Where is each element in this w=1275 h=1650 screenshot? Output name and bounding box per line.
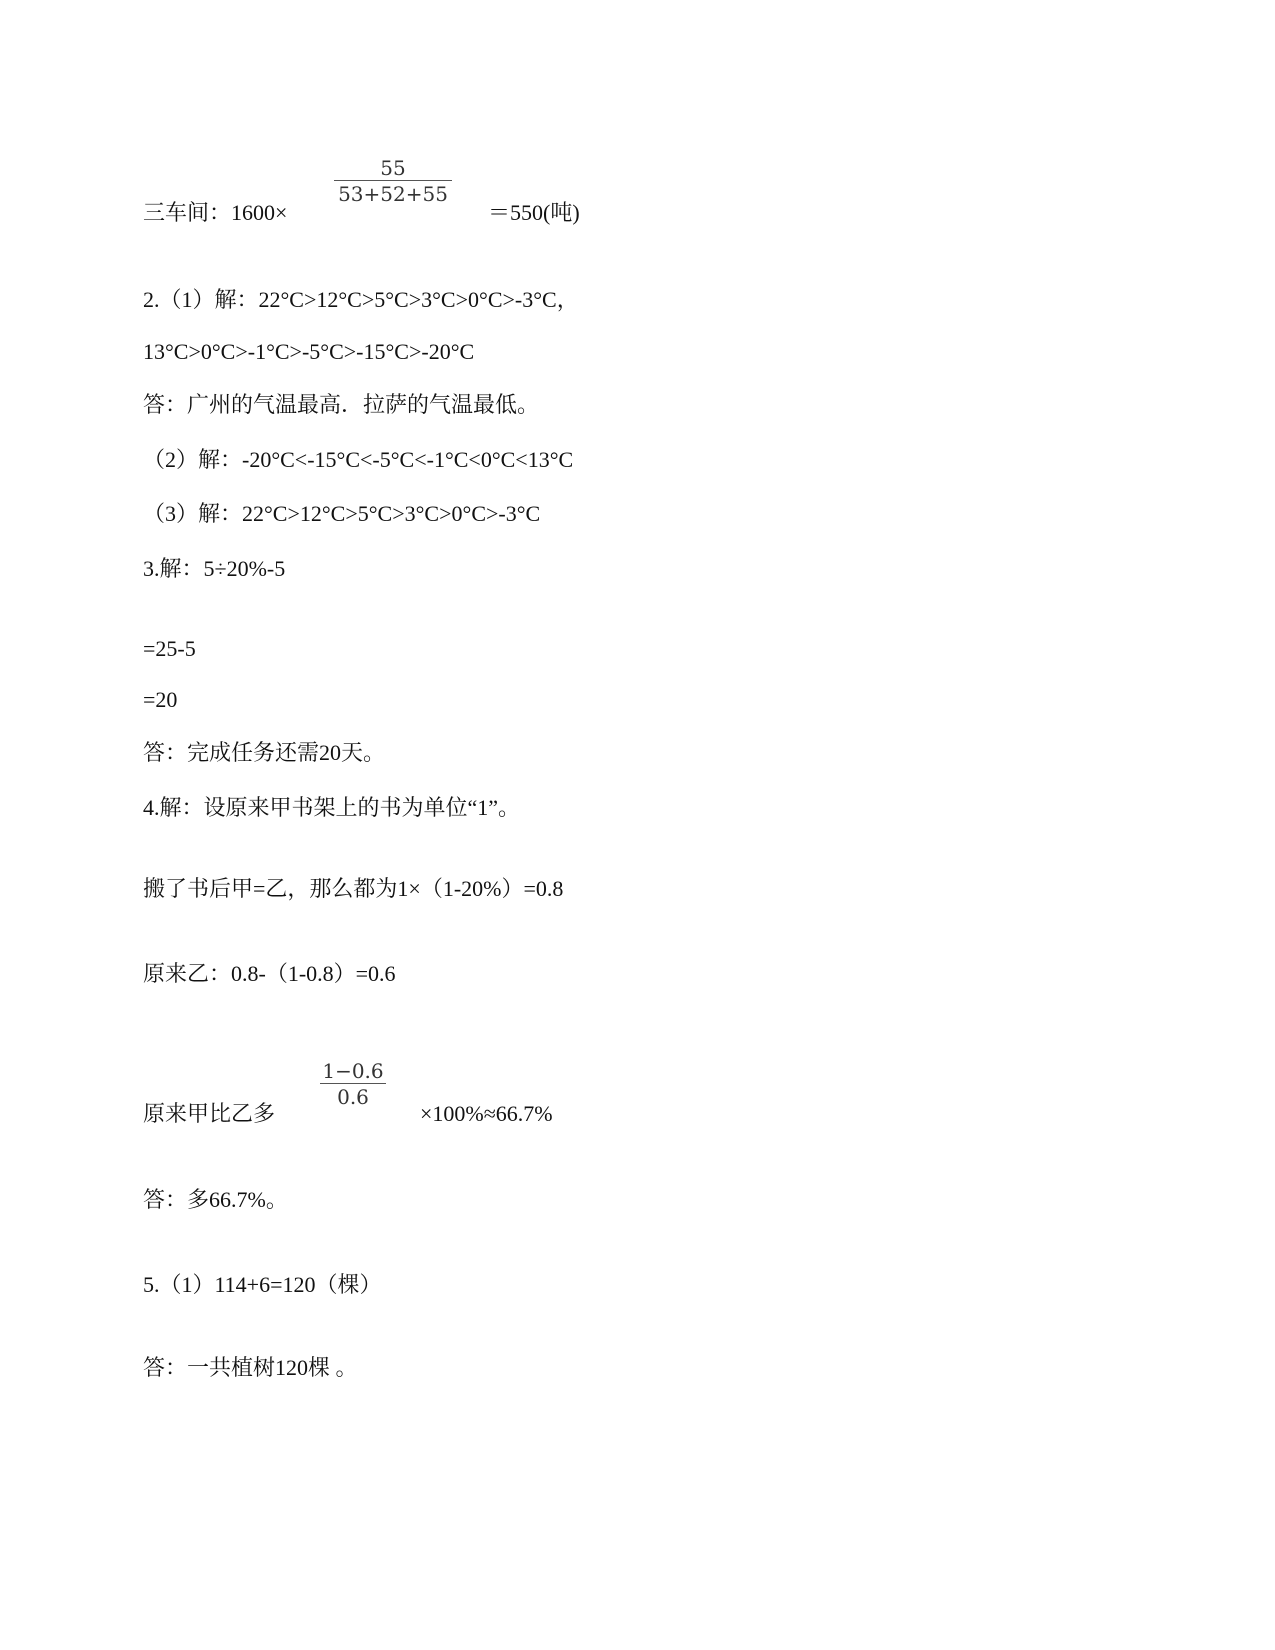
q4-step3-prefix: 原来甲比乙多 xyxy=(143,1101,276,1126)
q3-statement: 3.解：5÷20%-5 xyxy=(143,556,286,581)
q4-step1: 搬了书后甲=乙，那么都为1×（1-20%）=0.8 xyxy=(143,876,564,901)
q5-part1: 5.（1）114+6=120（棵） xyxy=(143,1272,382,1297)
workshop-three-calc-prefix: 三车间：1600× xyxy=(143,200,288,225)
q2-part3: （3）解：22°C>12°C>5°C>3°C>0°C>-3°C xyxy=(143,501,541,526)
q5-answer: 答：一共植树120棵 。 xyxy=(143,1355,358,1380)
q3-answer: 答：完成任务还需20天。 xyxy=(143,740,386,765)
q2-part1-line2: 13°C>0°C>-1°C>-5°C>-15°C>-20°C xyxy=(143,339,475,364)
q2-part1-line1: 2.（1）解：22°C>12°C>5°C>3°C>0°C>-3°C， xyxy=(143,287,579,312)
workshop-three-calc-result: ＝550(吨) xyxy=(488,200,580,225)
q2-part2: （2）解：-20°C<-15°C<-5°C<-1°C<0°C<13°C xyxy=(143,447,574,472)
q4-statement: 4.解：设原来甲书架上的书为单位“1”。 xyxy=(143,795,521,820)
q3-step2: =20 xyxy=(143,687,178,712)
fraction-q4 xyxy=(318,1059,388,1110)
fraction-denominator: 0.6 xyxy=(337,1085,369,1109)
q2-answer: 答：广州的气温最高．拉萨的气温最低。 xyxy=(143,392,540,417)
q4-step2: 原来乙：0.8-（1-0.8）=0.6 xyxy=(143,961,396,986)
q4-step3-result: ×100%≈66.7% xyxy=(420,1101,553,1126)
fraction-denominator: 53+52+55 xyxy=(338,182,448,206)
q4-answer: 答：多66.7%。 xyxy=(143,1187,288,1212)
fraction-workshop-three xyxy=(333,156,453,207)
q3-step1: =25-5 xyxy=(143,636,196,661)
fraction-numerator: 1−0.6 xyxy=(322,1059,384,1083)
fraction-numerator: 55 xyxy=(380,156,406,180)
